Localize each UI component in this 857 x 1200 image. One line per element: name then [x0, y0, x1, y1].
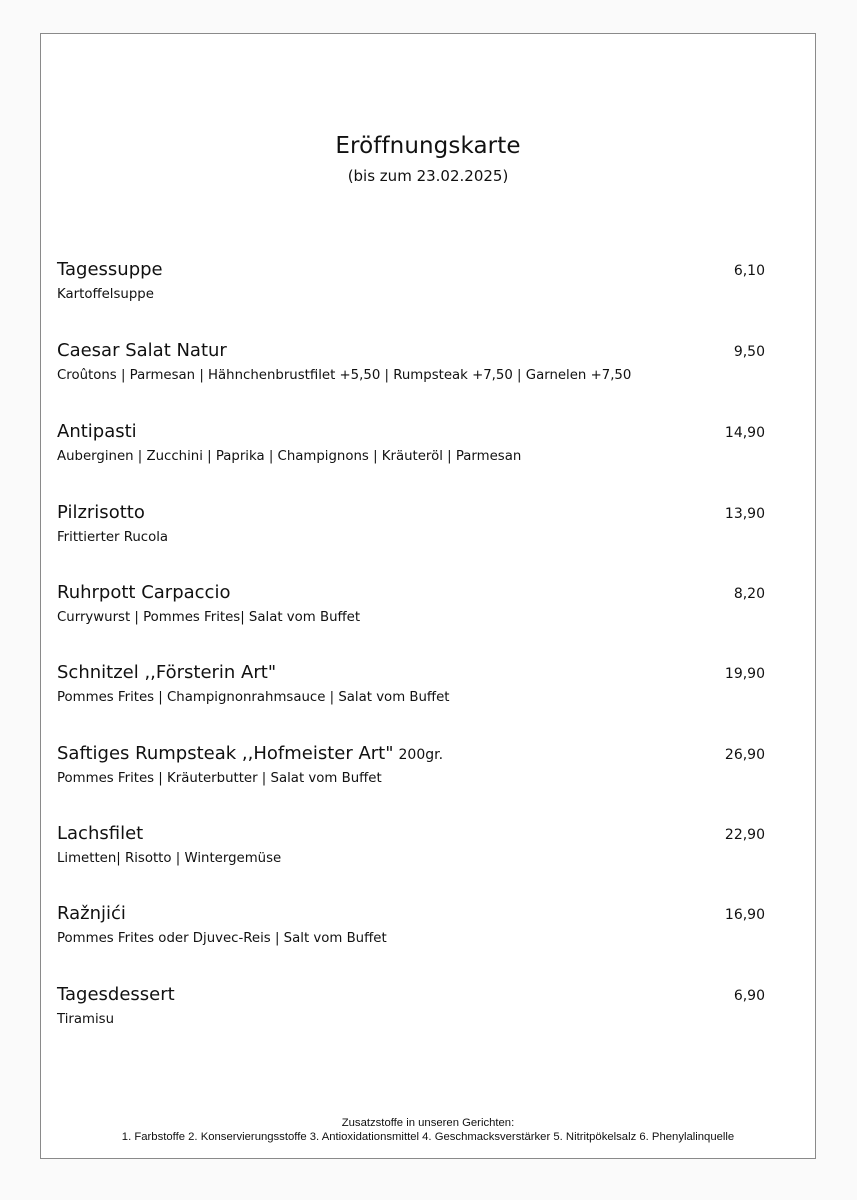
menu-item [57, 743, 765, 793]
menu-item-price: 13,90 [724, 506, 765, 522]
menu-item [57, 259, 765, 309]
menu-item-description: Tiramisu [57, 1012, 115, 1027]
menu-subtitle: (bis zum 23.02.2025) [347, 167, 509, 185]
menu-item [57, 582, 765, 632]
menu-item-price: 6,90 [733, 988, 765, 1004]
menu-item-name: Pilzrisotto [57, 502, 145, 523]
menu-item-weight: 200gr. [398, 747, 444, 763]
menu-item-price: 26,90 [724, 747, 765, 763]
menu-item [57, 662, 765, 712]
menu-item [57, 340, 765, 390]
menu-item-description: Currywurst | Pommes Frites| Salat vom Buffet [57, 610, 361, 625]
menu-sheet [40, 33, 816, 1159]
menu-item [57, 502, 765, 552]
additives-heading: Zusatzstoffe in unseren Gerichten: [341, 1117, 515, 1129]
menu-item-price: 22,90 [724, 827, 765, 843]
menu-item-price: 6,10 [733, 263, 765, 279]
menu-item-name: Antipasti [57, 421, 137, 442]
menu-item-name: Schnitzel ,,Försterin Art" [57, 662, 277, 683]
menu-title: Eröffnungskarte [335, 133, 521, 159]
menu-item-price: 9,50 [733, 344, 765, 360]
menu-item-name: Tagesdessert [57, 984, 175, 1005]
menu-item-price: 19,90 [724, 666, 765, 682]
menu-item-description: Pommes Frites | Kräuterbutter | Salat vom Buffet [57, 771, 382, 786]
menu-item [57, 903, 765, 953]
menu-item [57, 421, 765, 471]
menu-item-price: 8,20 [733, 586, 765, 602]
menu-item-description: Limetten| Risotto | Wintergemüse [57, 851, 282, 866]
menu-item-name: Ražnjići [57, 903, 126, 924]
menu-item-name: Ruhrpott Carpaccio [57, 582, 231, 603]
menu-item-title: Saftiges Rumpsteak ,,Hofmeister Art" [57, 743, 394, 764]
menu-item-description: Croûtons | Parmesan | Hähnchenbrustfilet +5,50 | Rumpsteak +7,50 | Garnelen +7,50 [57, 368, 632, 383]
menu-item-description: Auberginen | Zucchini | Paprika | Champignons | Kräuteröl | Parmesan [57, 449, 522, 464]
additives-note [41, 1116, 815, 1144]
menu-item-name: Tagessuppe [57, 259, 163, 280]
menu-item-description: Kartoffelsuppe [57, 287, 154, 302]
menu-item [57, 823, 765, 873]
menu-item-name: Lachsfilet [57, 823, 144, 844]
menu-item-price: 14,90 [724, 425, 765, 441]
menu-item-description: Pommes Frites oder Djuvec-Reis | Salt vom Buffet [57, 931, 387, 946]
menu-item-name: Caesar Salat Natur [57, 340, 227, 361]
menu-item-name [57, 743, 443, 764]
menu-item-description: Frittierter Rucola [57, 530, 169, 545]
menu-item [57, 984, 765, 1034]
menu-item-price: 16,90 [724, 907, 765, 923]
additives-list: 1. Farbstoffe 2. Konservierungsstoffe 3. Antioxidationsmittel 4. Geschmacksverstärker 5. Nitritpökelsalz 6. Phenylalinquelle [121, 1131, 735, 1143]
menu-item-description: Pommes Frites | Champignonrahmsauce | Salat vom Buffet [57, 690, 450, 705]
